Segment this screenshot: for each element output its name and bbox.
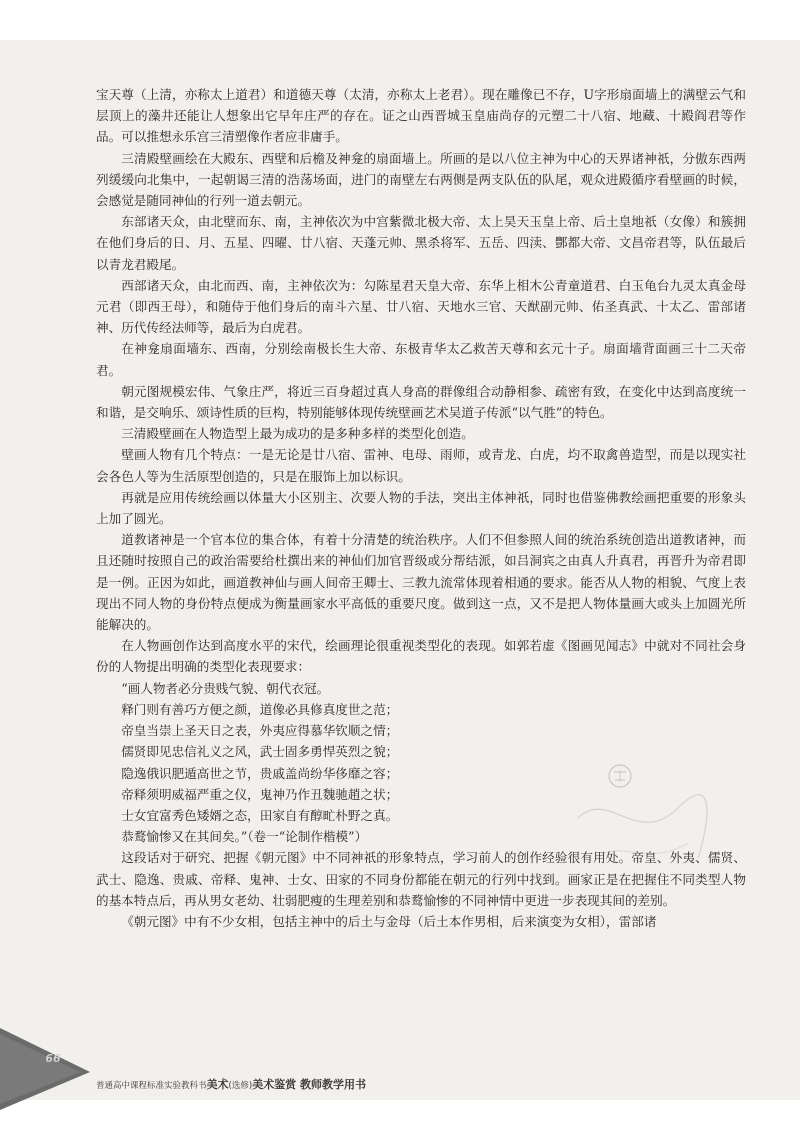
quote-line: 帝皇当崇上圣天日之表，外夷应得慕华钦顺之情； <box>121 723 399 739</box>
paragraph: 西部诸天众，由北而西、南，主神依次为：勾陈星君天皇大帝、东华上相木公青童道君、白玉龟台九灵太真金母元君（即西王母），和随侍于他们身后的南斗六星、廿八宿、天地水三官、天猷副元帅、佑圣真武、十太乙、雷部诸神、历代传经法师等，最后为白虎君。 <box>96 277 746 336</box>
quote-line: 释门则有善巧方便之颜，道像必具修真度世之范； <box>121 701 399 717</box>
paragraph: 道教诸神是一个官本位的集合体，有着十分清楚的统治秩序。人们不但参照人间的统治系统创造出道教诸神，而且还随时按照自己的政治需要给杜撰出来的神仙们加官晋级或分帮结派，如吕洞宾之由真人升真君，再晋升为帝君即是一例。正因为如此，画道教神仙与画人间帝王卿士、三教九流常体现着相通的要求。能否从人物的相貌、气度上表现出不同人物的身份特点便成为衡量画家水平高低的重要尺度。做到这一点，又不是把人物体量画大或头上加圆光所能解决的。 <box>96 532 746 633</box>
paragraph: 在神龛扇面墙东、西南，分别绘南极长生大帝、东极青华太乙救苦天尊和玄元十子。扇面墙背面画三十二天帝君。 <box>96 341 746 378</box>
paragraph: 壁画人物有几个特点：一是无论是廿八宿、雷神、电母、雨师，或青龙、白虎，均不取禽兽造型，而是以现实社会各色人等为生活原型创造的，只是在服饰上加以标识。 <box>96 447 746 484</box>
paragraph: 再就是应用传统绘画以体量大小区别主、次要人物的手法，突出主体神祇，同时也借鉴佛教绘画把重要的形象头上加了圆光。 <box>96 489 746 527</box>
quote-line: 士女宜富秀色矮婿之态，田家自有醇甿朴野之真。 <box>121 807 399 823</box>
page-corner-tab <box>0 1028 90 1110</box>
paragraph: 宝天尊（上清，亦称太上道君）和道德天尊（太清，亦称太上老君）。现在雕像已不存，U字形扇面墙上的满壁云气和层顶上的藻井还能让人想象出它早年庄严的存在。证之山西晋城玉皇庙尚存的元塑二十八宿、地藏、十殿阎君等作品。可以推想永乐宫三清塑像作者应非庸手。 <box>96 87 746 145</box>
footer-note: (选修) <box>228 1081 253 1091</box>
quote-line: 恭鹜愉惨又在其间矣。”（卷一“论制作楷模”） <box>121 829 368 845</box>
quote-line: 帝释须明威福严重之仪，鬼神乃作丑魏驰趙之状； <box>121 786 399 802</box>
quote-line: “画人物者必分贵贱气貌、朝代衣冠。 <box>121 680 330 696</box>
footer-subject: 美术 <box>206 1078 229 1091</box>
paragraph: 在人物画创作达到高度水平的宋代，绘画理论很重视类型化的表现。如郭若虚《图画见闻志》中就对不同社会身份的人物提出明确的类型化表现要求： <box>96 638 746 675</box>
footer-title: 美术鉴赏 教师教学用书 <box>252 1078 366 1091</box>
paragraph: 朝元图规模宏伟、气象庄严，将近三百身超过真人身高的群像组合动静相参、疏密有致，在变化中达到高度统一和谐，是交响乐、颂诗性质的巨构，特别能够体现传统壁画艺术吴道子传派“以气胜”的特色。 <box>96 383 746 421</box>
page-number: 66 <box>45 1052 61 1065</box>
paragraph: 三清殿壁画在人物造型上最为成功的是多种多样的类型化创造。 <box>121 426 474 442</box>
quote-line: 儒贤即见忠信礼义之风，武士固多勇悍英烈之貌； <box>121 744 399 760</box>
footer-series: 普通高中课程标准实验教科书 <box>96 1081 207 1091</box>
quote-line: 隐逸俄识肥遁高世之节，贵戚盖尚纷华侈靡之容； <box>121 765 399 781</box>
watermark-stamp <box>558 758 718 878</box>
paragraph: 东部诸天众，由北壁而东、南，主神依次为中宫紫微北极大帝、太上昊天玉皇上帝、后土皇地祇（女像）和簇拥在他们身后的日、月、五星、四曜、廿八宿、天蓬元帅、黑杀将军、五岳、四渎、酆都大帝、文昌帝君等，队伍最后以青龙君殿尾。 <box>96 214 746 272</box>
paragraph: 《朝元图》中有不少女相，包括主神中的后土与金母（后土本作男相，后来演变为女相），雷部诸 <box>121 913 657 929</box>
paragraph: 三清殿壁画绘在大殿东、西壁和后檐及神龛的扇面墙上。所画的是以八位主神为中心的天界诸神祇，分傲东西两列缓缓向北集中，一起朝谒三清的浩荡场面，进门的南壁左右两侧是两支队伍的队尾，观众进殿循序看壁画的时候，会感觉是随同神仙的行列一道去朝元。 <box>96 150 746 209</box>
paragraph: 这段话对于研究、把握《朝元图》中不同神祇的形象特点，学习前人的创作经验很有用处。帝皇、外夷、儒贤、武士、隐逸、贵戚、帝释、鬼神、士女、田家的不同身份都能在朝元的行列中找到。画家正是在把握住不同类型人物的基本特点后，再从男女老幼、壮弱肥瘦的生理差别和恭鹜愉惨的不同神情中更进一步表现其间的差别。 <box>96 850 746 908</box>
footer <box>96 1076 616 1092</box>
